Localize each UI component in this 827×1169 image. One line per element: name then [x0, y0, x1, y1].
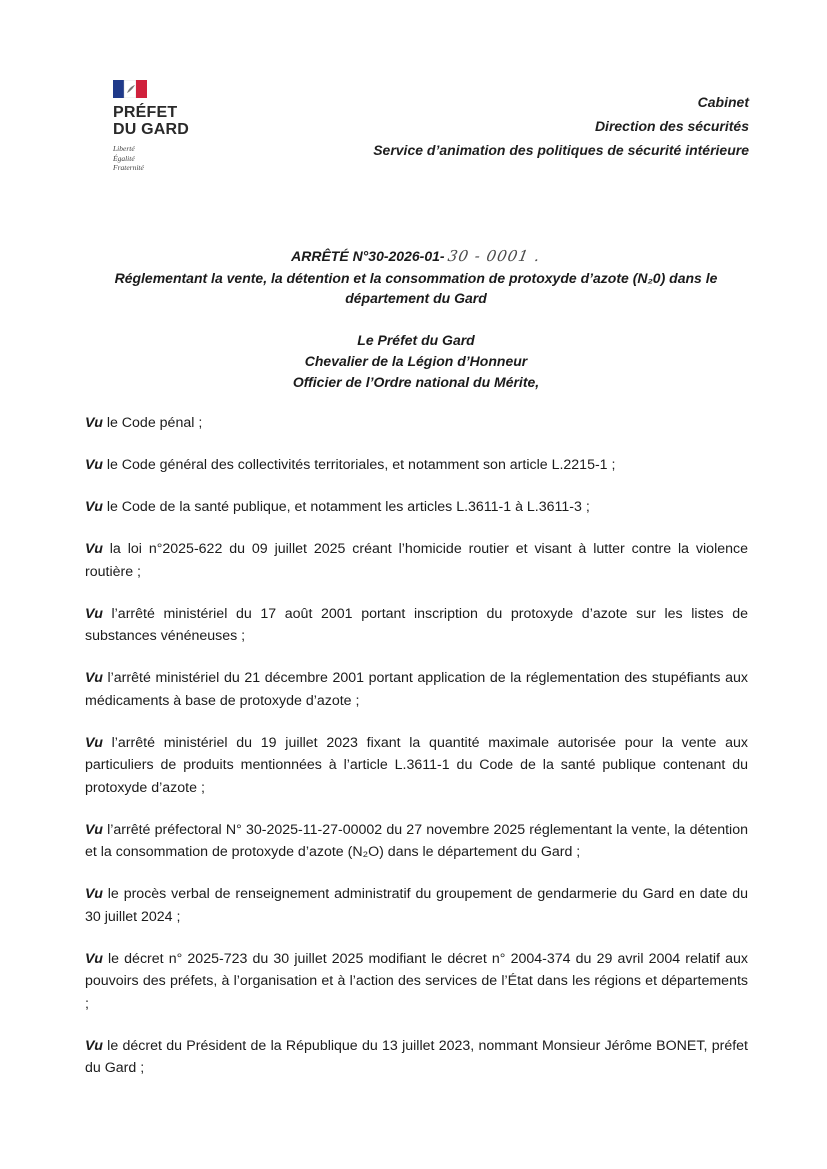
motto-liberte: Liberté [113, 144, 135, 153]
arrete-number-handwritten: 30 - 0001 . [446, 247, 543, 265]
visa-item: Vu l’arrêté préfectoral N° 30-2025-11-27-00002 du 27 novembre 2025 réglementant la vente, la détention et la consommation de protoxyde d’azote (N₂O) dans le département du Gard ; [85, 821, 748, 860]
motto-egalite: Égalité [113, 153, 135, 163]
visa-item: Vu le Code général des collectivités territoriales, et notamment son article L.2215-1 ; [85, 457, 616, 473]
visa-item: Vu le Code pénal ; [85, 415, 203, 431]
service-header [373, 90, 749, 162]
visa-item: Vu le décret du Président de la République du 13 juillet 2023, nommant Monsieur Jérôme BONET, préfet du Gard ; [85, 1037, 748, 1076]
arrete-subtitle-line1: Réglementant la vente, la détention et la consommation de protoxyde d’azote (N₂0) dans le [114, 270, 718, 286]
prefet-name-line1: PRÉFET [113, 104, 178, 121]
visas-list [85, 412, 748, 1099]
arrete-title [80, 246, 752, 308]
service-direction: Direction des sécurités [594, 118, 749, 134]
prefecture-logo [113, 80, 223, 173]
motto-fraternite: Fraternité [113, 163, 144, 172]
visa-item: Vu l’arrêté ministériel du 21 décembre 2001 portant application de la réglementation des stupéfiants aux médicaments à base de protoxyde d’azote ; [85, 670, 748, 709]
authority-prefet: Le Préfet du Gard [357, 332, 475, 348]
arrete-number-prefix: ARRÊTÉ N°30-2026-01- [291, 248, 445, 264]
authority-block [80, 330, 752, 393]
visa-item: Vu l’arrêté ministériel du 17 août 2001 portant inscription du protoxyde d’azote sur les listes de substances vénéneuses ; [85, 605, 748, 644]
service-animation: Service d’animation des politiques de sécurité intérieure [373, 142, 749, 158]
visa-item: Vu l’arrêté ministériel du 19 juillet 2023 fixant la quantité maximale autorisée pour la vente aux particuliers de produits mentionnées à l’article L.3611-1 du Code de la santé publique contenant du protoxyde d’azote ; [85, 734, 748, 796]
visa-item: Vu la loi n°2025-622 du 09 juillet 2025 créant l’homicide routier et visant à lutter contre la violence routière ; [85, 541, 748, 580]
visa-item: Vu le décret n° 2025-723 du 30 juillet 2025 modifiant le décret n° 2004-374 du 29 avril 2004 relatif aux pouvoirs des préfets, à l’organisation et à l’action des services de l’État dans les régions et départements ; [85, 950, 748, 1012]
visa-item: Vu le procès verbal de renseignement administratif du groupement de gendarmerie du Gard en date du 30 juillet 2024 ; [85, 886, 748, 925]
authority-legion-honneur: Chevalier de la Légion d’Honneur [304, 353, 528, 369]
arrete-subtitle-line2: département du Gard [345, 290, 487, 306]
marianne-icon [113, 80, 147, 98]
republic-motto [113, 144, 223, 173]
prefet-name-line2: DU GARD [113, 121, 190, 138]
service-cabinet: Cabinet [697, 94, 749, 110]
visa-item: Vu le Code de la santé publique, et notamment les articles L.3611-1 à L.3611-3 ; [85, 499, 590, 515]
authority-ordre-merite: Officier de l’Ordre national du Mérite, [292, 374, 540, 390]
arrete-number [80, 246, 752, 266]
